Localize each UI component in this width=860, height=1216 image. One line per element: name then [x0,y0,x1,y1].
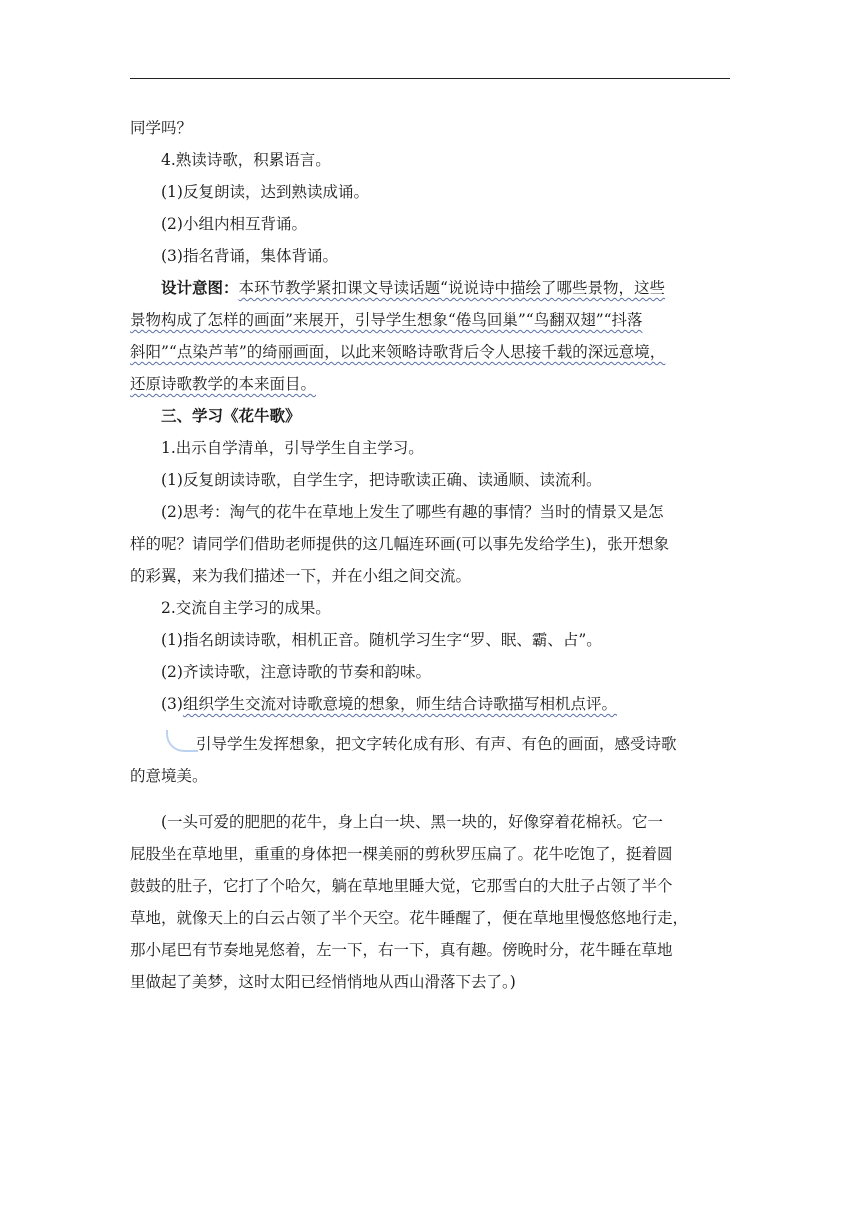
design-intent-label: 设计意图： [161,278,239,297]
guide-note [130,728,732,792]
text-line: (2)小组内相互背诵。 [161,215,307,233]
text-line: 的彩翼，来为我们描述一下，并在小组之间交流。 [130,567,472,585]
text-line: 1.出示自学清单，引导学生自主学习。 [161,439,424,457]
text-line: 屁股坐在草地里，重重的身体把一棵美丽的剪秋罗压扁了。花牛吃饱了，挺着圆 [130,845,673,863]
text-line: 那小尾巴有节奏地晃悠着，左一下，右一下，真有趣。傍晚时分，花牛睡在草地 [130,941,673,959]
header-rule [130,78,730,79]
design-intent-text: 还原诗歌教学的本来面目。 [130,375,317,393]
text-line: 草地，就像天上的白云占领了半个天空。花牛睡醒了，便在草地里慢悠悠地行走， [130,909,689,927]
text-line: 4.熟读诗歌，积累语言。 [161,151,331,169]
text-line [130,688,732,720]
document-page [130,112,732,998]
text-line: (3)指名背诵，集体背诵。 [161,247,338,265]
design-intent-text: 景物构成了怎样的画面”来展开，引导学生想象“倦鸟回巢”“鸟翻双翅”“抖落 [130,311,643,329]
design-intent-text: 斜阳”“点染芦苇”的绮丽画面，以此来领略诗歌背后令人思接千载的深远意境， [130,343,666,361]
story-block [130,806,732,998]
text-line: (1)反复朗读，达到熟读成诵。 [161,183,369,201]
text-line: 的意境美。 [130,767,208,785]
design-intent-text: 本环节教学紧扣课文导读话题“说说诗中描绘了哪些景物，这些 [238,279,665,297]
text-line: 样的呢？请同学们借助老师提供的这几幅连环画(可以事先发给学生)，张开想象 [130,535,670,553]
text-line: (一头可爱的肥肥的花牛，身上白一块、黑一块的，好像穿着花棉袄。它一 [161,813,664,831]
annotated-text: 组织学生交流对诗歌意境的想象，师生结合诗歌描写相机点评。 [182,695,617,713]
section-heading: 三、学习《花牛歌》 [161,406,301,425]
list-marker: (3) [161,695,183,713]
text-line: 引导学生发挥想象，把文字转化成有形、有声、有色的画面，感受诗歌 [196,735,677,753]
text-line: (2)思考：淘气的花牛在草地上发生了哪些有趣的事情？当时的情景又是怎 [161,503,664,521]
design-intent-block [130,272,732,400]
text-line: 2.交流自主学习的成果。 [161,599,331,617]
text-line: 鼓鼓的肚子，它打了个哈欠，躺在草地里睡大觉，它那雪白的大肚子占领了半个 [130,877,673,895]
text-line: 里做起了美梦，这时太阳已经悄悄地从西山滑落下去了。) [130,973,516,991]
text-line: (2)齐读诗歌，注意诗歌的节奏和韵味。 [161,663,431,681]
text-line: (1)指名朗读诗歌，相机正音。随机学习生字“罗、眠、霸、占”。 [161,631,602,649]
text-line: 同学吗？ [130,119,193,137]
text-line: (1)反复朗读诗歌，自学生字，把诗歌读正确、读通顺、读流利。 [161,471,602,489]
